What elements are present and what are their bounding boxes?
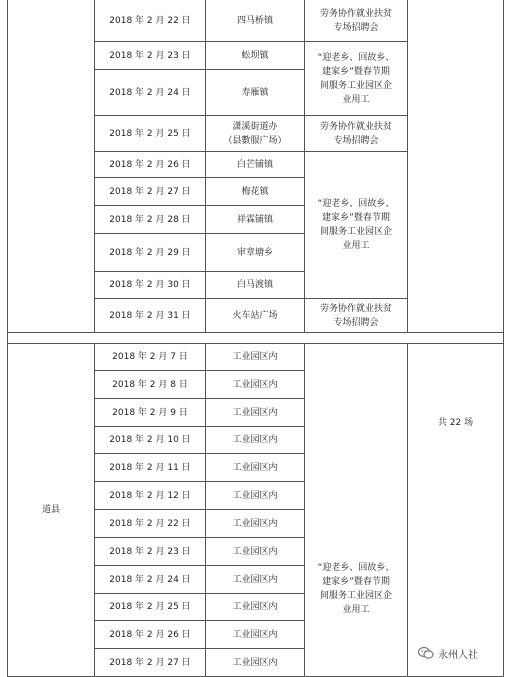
- separator-line: [7, 333, 8, 343]
- date-cell: 2018 年 2 月 25 日: [95, 116, 206, 152]
- place-cell: 梅花镇: [206, 178, 305, 206]
- place-cell: 火车站广场: [206, 299, 305, 333]
- date-cell: 2018 年 2 月 22 日: [95, 510, 206, 538]
- date-cell: 2018 年 2 月 12 日: [95, 482, 206, 510]
- place-cell: 潇溪街道办 （县數服广场）: [206, 116, 305, 152]
- place-cell: 寿雁镇: [206, 70, 305, 116]
- separator-line: [503, 333, 504, 343]
- place-cell: 四马桥镇: [206, 0, 305, 42]
- bottom-schedule-table: [0, 343, 511, 677]
- date-cell: 2018 年 2 月 23 日: [95, 538, 206, 566]
- place-cell: 白马渡镇: [206, 272, 305, 299]
- top-county-cell: [7, 0, 95, 333]
- watermark: [418, 640, 508, 666]
- date-cell: 2018 年 2 月 10 日: [95, 427, 206, 454]
- date-cell: 2018 年 2 月 9 日: [95, 399, 206, 427]
- place-cell: 审章塘乡: [206, 234, 305, 272]
- top-schedule-table: [0, 0, 511, 333]
- activity-cell: 劳务协作就业扶贫 专场招聘会: [305, 0, 408, 42]
- place-cell: 工业园区内: [206, 482, 305, 510]
- activity-cell: “迎老乡、回故乡、 建家乡”暨春节期 间服务工业园区企 业用工: [305, 343, 408, 677]
- date-cell: 2018 年 2 月 24 日: [95, 70, 206, 116]
- place-cell: 白芒铺镇: [206, 152, 305, 178]
- wechat-icon: [418, 646, 434, 660]
- place-cell: 工业园区内: [206, 566, 305, 594]
- activity-cell: “迎老乡、回故乡、 建家乡”暨春节期 间服务工业园区企 业用工: [305, 42, 408, 116]
- table-separator: [0, 333, 511, 343]
- date-cell: 2018 年 2 月 26 日: [95, 621, 206, 649]
- date-cell: 2018 年 2 月 7 日: [95, 343, 206, 371]
- date-cell: 2018 年 2 月 23 日: [95, 42, 206, 70]
- top-total-cell: [408, 0, 504, 333]
- place-cell: 工业园区内: [206, 454, 305, 482]
- place-cell: 工业园区内: [206, 427, 305, 454]
- activity-cell: 劳务协作就业扶贫 专场招聘会: [305, 299, 408, 333]
- place-cell: 工业园区内: [206, 343, 305, 371]
- place-cell: 蚣坝镇: [206, 42, 305, 70]
- date-cell: 2018 年 2 月 27 日: [95, 649, 206, 677]
- place-cell: 工业园区内: [206, 594, 305, 621]
- date-cell: 2018 年 2 月 27 日: [95, 178, 206, 206]
- date-cell: 2018 年 2 月 30 日: [95, 272, 206, 299]
- place-cell: 工业园区内: [206, 399, 305, 427]
- place-cell: 工业园区内: [206, 649, 305, 677]
- total-cell: 共 22 场: [408, 343, 504, 677]
- place-cell: 工业园区内: [206, 371, 305, 399]
- date-cell: 2018 年 2 月 29 日: [95, 234, 206, 272]
- place-cell: 工业园区内: [206, 510, 305, 538]
- date-cell: 2018 年 2 月 8 日: [95, 371, 206, 399]
- date-cell: 2018 年 2 月 31 日: [95, 299, 206, 333]
- date-cell: 2018 年 2 月 26 日: [95, 152, 206, 178]
- date-cell: 2018 年 2 月 24 日: [95, 566, 206, 594]
- date-cell: 2018 年 2 月 11 日: [95, 454, 206, 482]
- county-cell: 道县: [7, 343, 95, 677]
- date-cell: 2018 年 2 月 28 日: [95, 206, 206, 234]
- place-cell: 工业园区内: [206, 621, 305, 649]
- activity-cell: “迎老乡、回故乡、 建家乡”暨春节期 间服务工业园区企 业用工: [305, 152, 408, 299]
- date-cell: 2018 年 2 月 25 日: [95, 594, 206, 621]
- place-cell: 祥霖铺镇: [206, 206, 305, 234]
- date-cell: 2018 年 2 月 22 日: [95, 0, 206, 42]
- place-cell: 工业园区内: [206, 538, 305, 566]
- activity-cell: 劳务协作就业扶贫 专场招聘会: [305, 116, 408, 152]
- watermark-text: 永州人社: [438, 649, 478, 661]
